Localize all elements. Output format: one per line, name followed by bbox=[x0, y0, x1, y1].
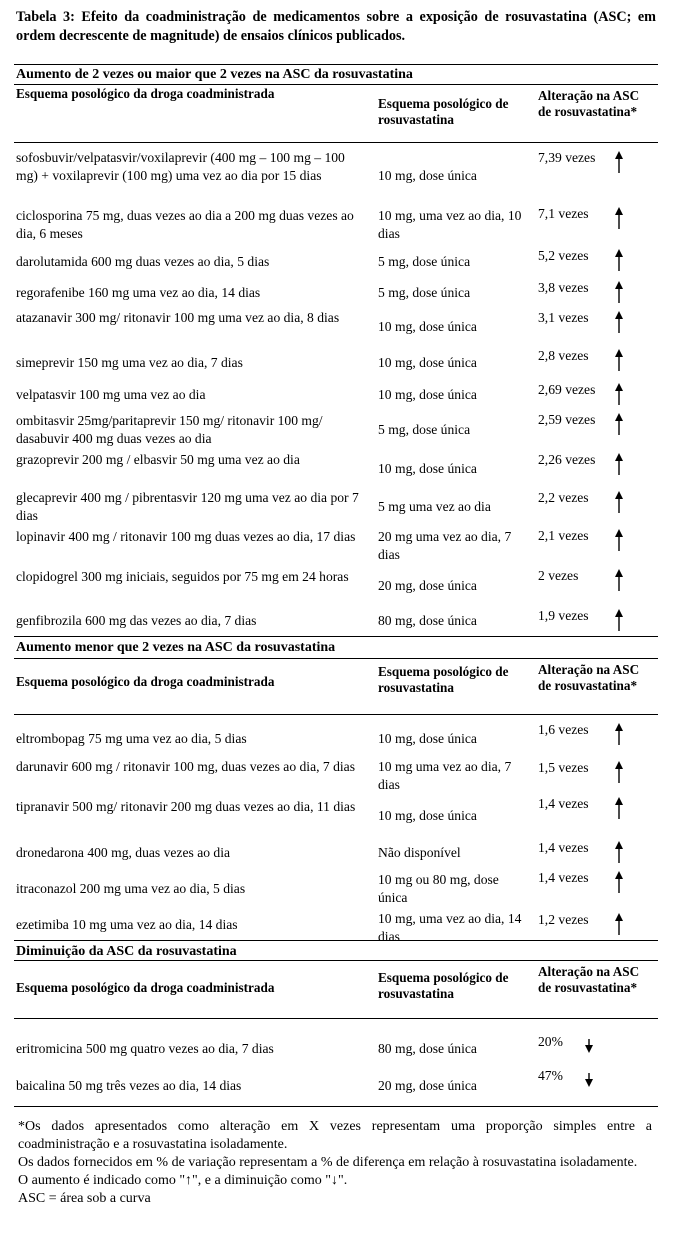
footnote-2: Os dados fornecidos em % de variação representam a % de diferença em relação à rosuvastatina isoladamente. bbox=[18, 1155, 638, 1170]
table-row-drug: genfibrozila 600 mg das vezes ao dia, 7 dias bbox=[16, 613, 257, 628]
table-row-change: 7,39 vezes bbox=[538, 150, 596, 165]
table-caption: Tabela 3: Efeito da coadministração de medicamentos sobre a exposição de rosuvastatina (ASC; em ordem decrescente de magnitude) de ensaios clínicos publicados. bbox=[16, 9, 656, 44]
section-top-rule bbox=[14, 636, 658, 637]
section-title: Aumento menor que 2 vezes na ASC da rosuvastatina bbox=[16, 640, 336, 655]
section-title: Aumento de 2 vezes ou maior que 2 vezes na ASC da rosuvastatina bbox=[16, 67, 413, 82]
table-row-change: 1,2 vezes bbox=[538, 912, 589, 927]
arrow-up-icon bbox=[614, 207, 624, 229]
column-header-drug: Esquema posológico da droga coadministrada bbox=[16, 674, 275, 689]
table-row-rosuvastatin: 10 mg, dose única bbox=[378, 461, 477, 476]
table-row-rosuvastatin: 10 mg uma vez ao dia, 7 dias bbox=[378, 759, 512, 792]
table-row-rosuvastatin: 10 mg, dose única bbox=[378, 387, 477, 402]
table-row-change: 1,5 vezes bbox=[538, 760, 589, 775]
table-row-change: 3,1 vezes bbox=[538, 310, 589, 325]
section-top-rule bbox=[14, 940, 658, 941]
table-row-drug: baicalina 50 mg três vezes ao dia, 14 dias bbox=[16, 1078, 242, 1093]
arrow-down-icon bbox=[584, 1073, 594, 1087]
table-row-drug: ezetimiba 10 mg uma vez ao dia, 14 dias bbox=[16, 917, 238, 932]
table-row-rosuvastatin: 80 mg, dose única bbox=[378, 613, 477, 628]
table-row-change: 2,26 vezes bbox=[538, 452, 596, 467]
footnote-4: ASC = área sob a curva bbox=[18, 1191, 151, 1206]
table-row-drug: dronedarona 400 mg, duas vezes ao dia bbox=[16, 845, 231, 860]
arrow-up-icon bbox=[614, 723, 624, 745]
table-row-change: 2,8 vezes bbox=[538, 348, 589, 363]
table-row-rosuvastatin: 10 mg, dose única bbox=[378, 355, 477, 370]
table-row-rosuvastatin: 5 mg, dose única bbox=[378, 254, 471, 269]
table-row-rosuvastatin: 10 mg, dose única bbox=[378, 319, 477, 334]
table-row-rosuvastatin: 20 mg, dose única bbox=[378, 578, 477, 593]
table-row-rosuvastatin: 10 mg, uma vez ao dia, 10 dias bbox=[378, 208, 522, 241]
table-row-change: 2,1 vezes bbox=[538, 528, 589, 543]
table-footnotes bbox=[18, 1118, 652, 1208]
table-row-change: 1,4 vezes bbox=[538, 796, 589, 811]
section-title: Diminuição da ASC da rosuvastatina bbox=[16, 944, 237, 959]
arrow-up-icon bbox=[614, 871, 624, 893]
column-header-change: Alteração na ASC de rosuvastatina* bbox=[538, 88, 640, 119]
table-row-change: 2 vezes bbox=[538, 568, 579, 583]
table-row-drug: lopinavir 400 mg / ritonavir 100 mg duas vezes ao dia, 17 dias bbox=[16, 529, 356, 544]
table-row-drug: atazanavir 300 mg/ ritonavir 100 mg uma vez ao dia, 8 dias bbox=[16, 310, 340, 325]
table-row-drug: clopidogrel 300 mg iniciais, seguidos por 75 mg em 24 horas bbox=[16, 569, 349, 584]
column-header-change: Alteração na ASC de rosuvastatina* bbox=[538, 662, 640, 693]
header-bottom-rule bbox=[14, 1018, 658, 1019]
table-row-drug: darunavir 600 mg / ritonavir 100 mg, duas vezes ao dia, 7 dias bbox=[16, 759, 356, 774]
arrow-up-icon bbox=[614, 281, 624, 303]
arrow-up-icon bbox=[614, 491, 624, 513]
table-row-rosuvastatin: 5 mg uma vez ao dia bbox=[378, 499, 491, 514]
table-row-rosuvastatin: 10 mg ou 80 mg, dose única bbox=[378, 872, 499, 905]
arrow-up-icon bbox=[614, 311, 624, 333]
arrow-up-icon bbox=[614, 349, 624, 371]
table-row-drug: sofosbuvir/velpatasvir/voxilaprevir (400 mg – 100 mg – 100 mg) + voxilaprevir (100 mg) uma vez ao dia por 15 dias bbox=[16, 150, 345, 183]
header-bottom-rule bbox=[14, 714, 658, 715]
header-bottom-rule bbox=[14, 142, 658, 143]
header-top-rule bbox=[14, 960, 658, 961]
table-row-change: 2,2 vezes bbox=[538, 490, 589, 505]
table-row-change: 47% bbox=[538, 1068, 563, 1083]
section-top-rule bbox=[14, 64, 658, 65]
table-row-rosuvastatin: 10 mg, dose única bbox=[378, 168, 477, 183]
arrow-up-icon bbox=[614, 913, 624, 935]
arrow-up-icon bbox=[614, 151, 624, 173]
table-row-change: 2,59 vezes bbox=[538, 412, 596, 427]
footnote-3: O aumento é indicado como "↑", e a diminuição como "↓". bbox=[18, 1173, 348, 1188]
arrow-up-icon bbox=[614, 841, 624, 863]
table-row-drug: velpatasvir 100 mg uma vez ao dia bbox=[16, 387, 206, 402]
table-row-drug: tipranavir 500 mg/ ritonavir 200 mg duas vezes ao dia, 11 dias bbox=[16, 799, 356, 814]
column-header-drug: Esquema posológico da droga coadministrada bbox=[16, 86, 275, 101]
arrow-up-icon bbox=[614, 569, 624, 591]
column-header-rosuvastatin: Esquema posológico de rosuvastatina bbox=[378, 664, 509, 695]
table-row-change: 1,4 vezes bbox=[538, 840, 589, 855]
table-row-rosuvastatin: 10 mg, dose única bbox=[378, 808, 477, 823]
table-row-rosuvastatin: 10 mg, uma vez ao dia, 14 dias bbox=[378, 911, 522, 944]
column-header-drug: Esquema posológico da droga coadministrada bbox=[16, 980, 275, 995]
table-row-rosuvastatin: 5 mg, dose única bbox=[378, 422, 471, 437]
table-row-rosuvastatin: 20 mg uma vez ao dia, 7 dias bbox=[378, 529, 512, 562]
table-row-rosuvastatin: 10 mg, dose única bbox=[378, 731, 477, 746]
table-row-drug: simeprevir 150 mg uma vez ao dia, 7 dias bbox=[16, 355, 243, 370]
table-row-drug: itraconazol 200 mg uma vez ao dia, 5 dias bbox=[16, 881, 246, 896]
table-row-change: 7,1 vezes bbox=[538, 206, 589, 221]
column-header-rosuvastatin: Esquema posológico de rosuvastatina bbox=[378, 970, 509, 1001]
table-row-drug: regorafenibe 160 mg uma vez ao dia, 14 dias bbox=[16, 285, 261, 300]
table-row-rosuvastatin: 20 mg, dose única bbox=[378, 1078, 477, 1093]
table-row-rosuvastatin: 80 mg, dose única bbox=[378, 1041, 477, 1056]
table-row-drug: darolutamida 600 mg duas vezes ao dia, 5 dias bbox=[16, 254, 270, 269]
arrow-up-icon bbox=[614, 383, 624, 405]
arrow-up-icon bbox=[614, 453, 624, 475]
table-row-change: 1,4 vezes bbox=[538, 870, 589, 885]
footnote-1: *Os dados apresentados como alteração em X vezes representam uma proporção simples entre a coadministração e a rosuvastatina isoladamente. bbox=[18, 1119, 652, 1152]
column-header-rosuvastatin: Esquema posológico de rosuvastatina bbox=[378, 96, 509, 127]
table-row-drug: glecaprevir 400 mg / pibrentasvir 120 mg uma vez ao dia por 7 dias bbox=[16, 490, 359, 523]
table-row-change: 1,6 vezes bbox=[538, 722, 589, 737]
table-row-drug: eltrombopag 75 mg uma vez ao dia, 5 dias bbox=[16, 731, 247, 746]
arrow-up-icon bbox=[614, 609, 624, 631]
table-bottom-rule bbox=[14, 1106, 658, 1107]
table-row-drug: ombitasvir 25mg/paritaprevir 150 mg/ ritonavir 100 mg/ dasabuvir 400 mg duas vezes ao dia bbox=[16, 413, 323, 446]
header-top-rule bbox=[14, 84, 658, 85]
column-header-change: Alteração na ASC de rosuvastatina* bbox=[538, 964, 640, 995]
table-row-drug: grazoprevir 200 mg / elbasvir 50 mg uma vez ao dia bbox=[16, 452, 300, 467]
table-row-change: 5,2 vezes bbox=[538, 248, 589, 263]
arrow-up-icon bbox=[614, 249, 624, 271]
table-row-change: 3,8 vezes bbox=[538, 280, 589, 295]
table-row-drug: eritromicina 500 mg quatro vezes ao dia, 7 dias bbox=[16, 1041, 274, 1056]
header-top-rule bbox=[14, 658, 658, 659]
table-row-change: 20% bbox=[538, 1034, 563, 1049]
arrow-down-icon bbox=[584, 1039, 594, 1053]
arrow-up-icon bbox=[614, 797, 624, 819]
table-row-rosuvastatin: 5 mg, dose única bbox=[378, 285, 471, 300]
table-row-drug: ciclosporina 75 mg, duas vezes ao dia a 200 mg duas vezes ao dia, 6 meses bbox=[16, 208, 354, 241]
arrow-up-icon bbox=[614, 413, 624, 435]
table-row-rosuvastatin: Não disponível bbox=[378, 845, 461, 860]
arrow-up-icon bbox=[614, 529, 624, 551]
table-row-change: 2,69 vezes bbox=[538, 382, 596, 397]
table-row-change: 1,9 vezes bbox=[538, 608, 589, 623]
arrow-up-icon bbox=[614, 761, 624, 783]
